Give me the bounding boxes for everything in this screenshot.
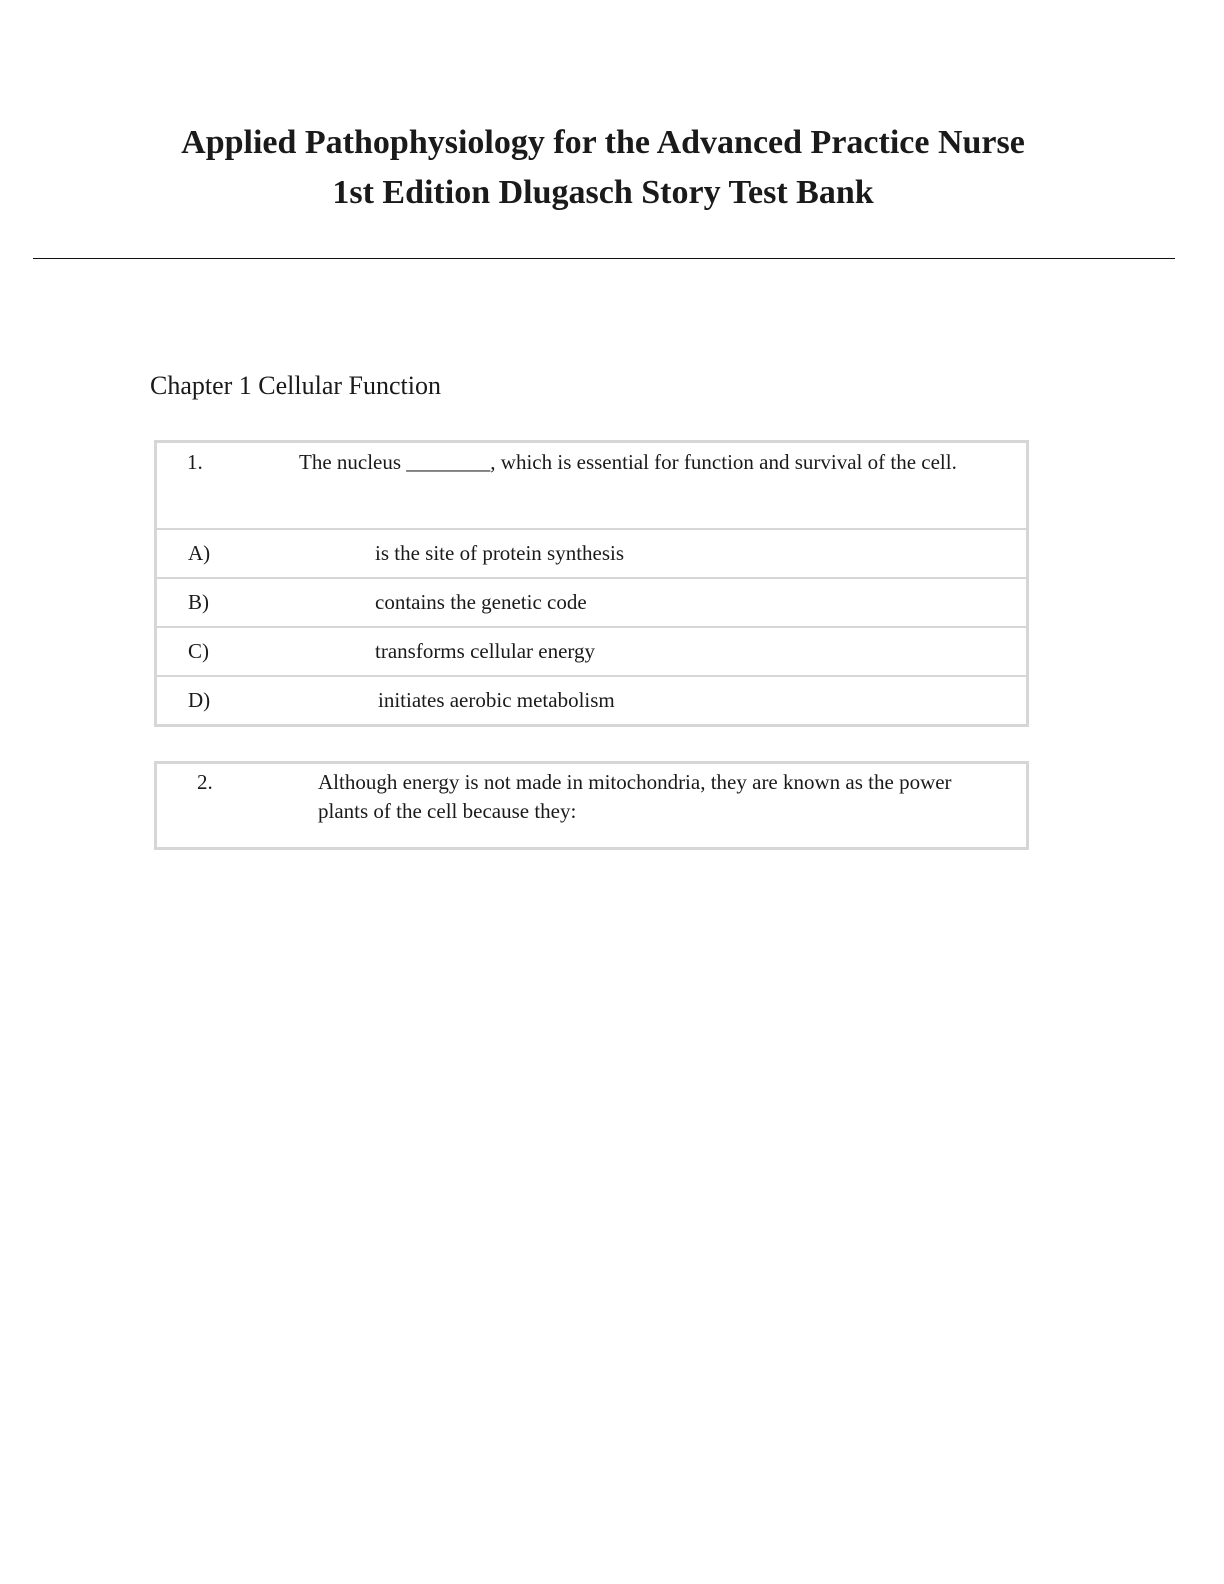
- title-line-1: Applied Pathophysiology for the Advanced Practice Nurse: [181, 124, 1025, 161]
- question-number: 1.: [187, 450, 203, 474]
- option-row-a[interactable]: [156, 529, 1028, 578]
- option-letter: A): [156, 529, 276, 578]
- question-number: 2.: [197, 770, 213, 794]
- option-row-c[interactable]: [156, 627, 1028, 676]
- question-2-table: [154, 761, 1029, 850]
- option-letter: B): [156, 578, 276, 627]
- option-letter: C): [156, 627, 276, 676]
- question-stem: The nucleus ________, which is essential for function and survival of the cell.: [299, 450, 957, 474]
- option-text: transforms cellular energy: [275, 627, 1028, 676]
- option-row-b[interactable]: [156, 578, 1028, 627]
- title-divider: [33, 258, 1175, 259]
- title-line-2: 1st Edition Dlugasch Story Test Bank: [332, 174, 874, 211]
- option-letter: D): [156, 676, 276, 726]
- chapter-heading: Chapter 1 Cellular Function: [150, 371, 442, 400]
- option-text: contains the genetic code: [275, 578, 1028, 627]
- option-row-d[interactable]: [156, 676, 1028, 726]
- option-text: is the site of protein synthesis: [275, 529, 1028, 578]
- question-1-stem-row: [156, 442, 1028, 530]
- question-2-stem-row: [156, 763, 1028, 849]
- option-text: initiates aerobic metabolism: [275, 676, 1028, 726]
- question-stem: Although energy is not made in mitochondria, they are known as the power plants of the cell because they:: [318, 770, 952, 823]
- question-1-table: [154, 440, 1029, 727]
- document-title: [0, 118, 1206, 218]
